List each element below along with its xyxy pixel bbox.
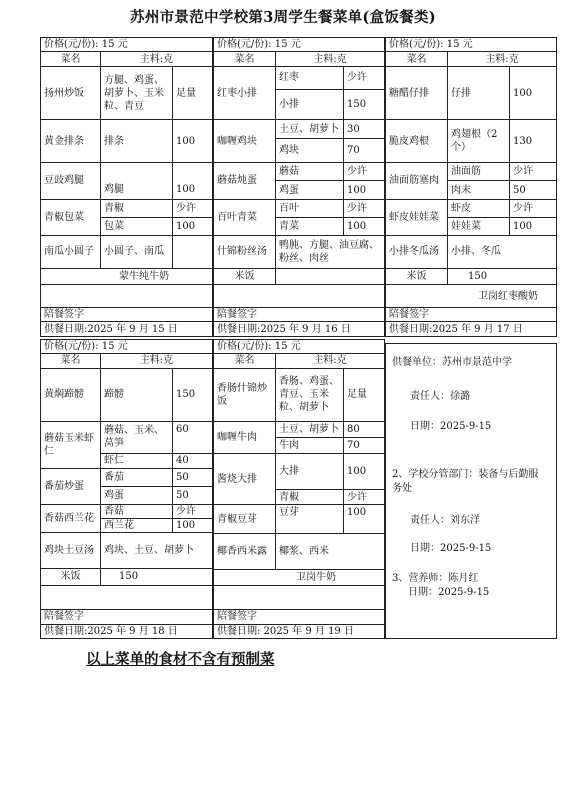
sign-label: 陪餐签字: [214, 610, 385, 624]
ingredient: 红枣: [276, 66, 344, 89]
amount: 150: [101, 569, 213, 585]
ingredient: 鸡块、土豆、胡萝卜: [101, 533, 213, 569]
menu-day-0917: [385, 37, 557, 337]
amount: 150: [344, 89, 385, 120]
col-dish: 菜名: [41, 354, 101, 368]
price-label: 价格(元/份): 15 元: [41, 340, 213, 354]
empty-row: [214, 285, 385, 308]
ingredient: 排条: [101, 120, 173, 162]
price-label: 价格(元/份): 15 元: [386, 38, 557, 52]
ingredient: 油面筋: [448, 162, 510, 181]
col-ingredients: 主料:克: [276, 354, 385, 368]
amount: 150: [173, 368, 213, 421]
ingredient: 包菜: [101, 218, 173, 236]
school-department: 2、学校分管部门：装备与后勤服务处: [392, 469, 539, 494]
sign-label: 陪餐签字: [41, 610, 213, 624]
dish-name: 小排冬瓜汤: [386, 235, 448, 268]
amount: 足量: [344, 368, 385, 421]
amount: 70: [344, 138, 385, 162]
empty-row: [41, 585, 213, 610]
dish-name: 鸡块土豆汤: [41, 533, 101, 569]
amount: 50: [510, 181, 557, 200]
dish-name: 豆豉鸡腿: [41, 162, 101, 199]
responsible-person: 责任人：徐潞: [410, 391, 470, 402]
amount: 少许: [173, 199, 213, 218]
amount: 100: [173, 162, 213, 199]
amount: 100: [173, 519, 213, 533]
ingredient: 小圆子、南瓜: [101, 235, 173, 268]
ingredient: 百叶: [276, 199, 344, 218]
amount: 100: [173, 218, 213, 236]
amount: 30: [344, 120, 385, 139]
serve-date: 供餐日期:2025 年 9 月 17 日: [386, 322, 557, 337]
note-date: 日期：2025-9-15: [408, 587, 490, 598]
amount: 80: [344, 421, 385, 437]
sign-label: 陪餐签字: [214, 307, 385, 321]
drink: 卫岗红枣酸奶: [386, 285, 557, 308]
empty-cell: [276, 268, 385, 284]
menu-day-0918: [40, 339, 213, 639]
amount: 100: [510, 218, 557, 236]
ingredient: 青菜: [276, 218, 344, 236]
supplier-unit: 供餐单位：苏州市景范中学: [392, 357, 512, 368]
dish-name: 椰香西米露: [214, 533, 276, 569]
amount: 100: [344, 218, 385, 236]
ingredient: 鸡腿: [101, 162, 173, 199]
ingredient: 虾皮: [448, 199, 510, 218]
ingredient: 土豆、胡萝卜: [276, 421, 344, 437]
dish-name: 南瓜小圆子: [41, 235, 101, 268]
ingredient: 大排: [276, 454, 344, 490]
ingredient: 青椒: [101, 199, 173, 218]
col-ingredients: 主料:克: [276, 52, 385, 66]
ingredient: 香肠、鸡蛋、青豆、玉米粒、胡萝卜: [276, 368, 344, 421]
note-date: 日期：2025-9-15: [410, 421, 492, 432]
col-dish: 菜名: [214, 354, 276, 368]
ingredient: 蹄髈: [101, 368, 173, 421]
ingredient: 牛肉: [276, 437, 344, 453]
menu-day-0915: [40, 37, 213, 337]
dish-name: 青椒豆芽: [214, 505, 276, 534]
menu-day-0916: [213, 37, 385, 337]
amount: 少许: [510, 162, 557, 181]
amount: 40: [173, 453, 213, 468]
dish-name: 虾皮娃娃菜: [386, 199, 448, 235]
dish-name: 咖喱牛肉: [214, 421, 276, 454]
col-ingredients: 主料:克: [448, 52, 557, 66]
ingredient: 肉末: [448, 181, 510, 200]
ingredient: 西兰花: [101, 519, 173, 533]
amount: 100: [344, 505, 385, 534]
ingredient: 小排: [276, 89, 344, 120]
ingredient: 鸭肫、方腿、油豆腐、粉丝、肉丝: [276, 235, 385, 268]
dish-name: 扬州炒饭: [41, 66, 101, 120]
amount: 100: [510, 66, 557, 120]
amount: 60: [173, 421, 213, 453]
serve-date: 供餐日期:2025 年 9 月 18 日: [41, 624, 213, 638]
ingredient: 鸡蛋: [101, 487, 173, 504]
dish-name: 黄金排条: [41, 120, 101, 162]
amount: 150: [448, 268, 557, 284]
ingredient: 虾仁: [101, 453, 173, 468]
drink: 卫岗牛奶: [214, 569, 385, 585]
ingredient: 蘑菇: [276, 162, 344, 181]
amount: 100: [344, 454, 385, 490]
amount: 少许: [344, 162, 385, 181]
dish-name: 香菇西兰花: [41, 504, 101, 533]
ingredient: 娃娃菜: [448, 218, 510, 236]
ingredient: 豆芽: [276, 505, 344, 534]
dish-name: 糖醋仔排: [386, 66, 448, 120]
amount: 100: [344, 181, 385, 200]
amount: 少许: [173, 504, 213, 518]
ingredient: 鸡蛋: [276, 181, 344, 200]
price-label: 价格(元/份): 15 元: [214, 340, 385, 354]
dish-name: 蘑菇炖蛋: [214, 162, 276, 199]
ingredient: 蘑菇、玉米、莴笋: [101, 421, 173, 453]
col-ingredients: 主料:克: [101, 52, 213, 66]
ingredient: 仔排: [448, 66, 510, 120]
ingredient: 土豆、胡萝卜: [276, 120, 344, 139]
ingredient: 鸡翅根（2个）: [448, 120, 510, 162]
note-date: 日期：2025-9-15: [410, 543, 492, 554]
dish-name: 酱烧大排: [214, 454, 276, 505]
dish-name: 香肠什锦炒饭: [214, 368, 276, 421]
col-dish: 菜名: [214, 52, 276, 66]
dish-name: 油面筋塞肉: [386, 162, 448, 199]
ingredient: 鸡块: [276, 138, 344, 162]
ingredient: 方腿、鸡蛋、胡萝卜、玉米粒、青豆: [101, 66, 173, 120]
staple: 米饭: [214, 268, 276, 284]
amount: 70: [344, 437, 385, 453]
menu-day-0919: [213, 339, 385, 639]
amount: 50: [173, 468, 213, 486]
price-label: 价格(元/份): 15 元: [214, 38, 385, 52]
amount: 130: [510, 120, 557, 162]
dish-name: 蘑菇玉米虾仁: [41, 421, 101, 468]
dish-name: 黄焖蹄髈: [41, 368, 101, 421]
amount: 50: [173, 487, 213, 504]
col-dish: 菜名: [41, 52, 101, 66]
ingredient: 香菇: [101, 504, 173, 518]
col-dish: 菜名: [386, 52, 448, 66]
footer-note: 以上菜单的食材不含有预制菜: [86, 651, 275, 668]
amount: 少许: [510, 199, 557, 218]
sign-label: 陪餐签字: [41, 308, 213, 322]
amount: 少许: [344, 199, 385, 218]
amount: 少许: [344, 66, 385, 89]
empty-row: [41, 285, 213, 308]
staple: 米饭: [41, 569, 101, 585]
ingredient: 番茄: [101, 468, 173, 486]
responsible-person: 责任人：刘东洋: [410, 515, 480, 526]
serve-date: 供餐日期:2025 年 9 月 15 日: [41, 322, 213, 337]
amount: 足量: [173, 66, 213, 120]
dish-name: 咖喱鸡块: [214, 120, 276, 162]
ingredient: 小排、冬瓜: [448, 235, 557, 268]
staple: 米饭: [386, 268, 448, 284]
dish-name: 百叶青菜: [214, 199, 276, 235]
price-label: 价格(元/份): 15 元: [41, 38, 213, 52]
dish-name: 脆皮鸡根: [386, 120, 448, 162]
sign-label: 陪餐签字: [386, 308, 557, 322]
ingredient: 椰浆、西米: [276, 533, 385, 569]
serve-date: 供餐日期: 2025 年 9 月 19 日: [214, 624, 385, 638]
col-ingredients: 主料:克: [101, 354, 213, 368]
responsibility-notes: [385, 343, 557, 639]
amount: 100: [173, 120, 213, 162]
dish-name: 番茄炒蛋: [41, 468, 101, 504]
amount: 少许: [344, 489, 385, 504]
empty-row: [214, 585, 385, 609]
dish-name: 红枣小排: [214, 66, 276, 120]
drink: 蒙牛纯牛奶: [41, 268, 213, 284]
nutritionist: 3、营养师：陈月红: [392, 573, 479, 584]
page-title: 苏州市景范中学校第3周学生餐菜单(盒饭餐类): [130, 9, 436, 26]
dish-name: 青椒包菜: [41, 199, 101, 235]
serve-date: 供餐日期:2025 年 9 月 16 日: [214, 322, 385, 337]
ingredient: 青椒: [276, 489, 344, 504]
amount: [173, 235, 213, 268]
dish-name: 什锦粉丝汤: [214, 235, 276, 268]
